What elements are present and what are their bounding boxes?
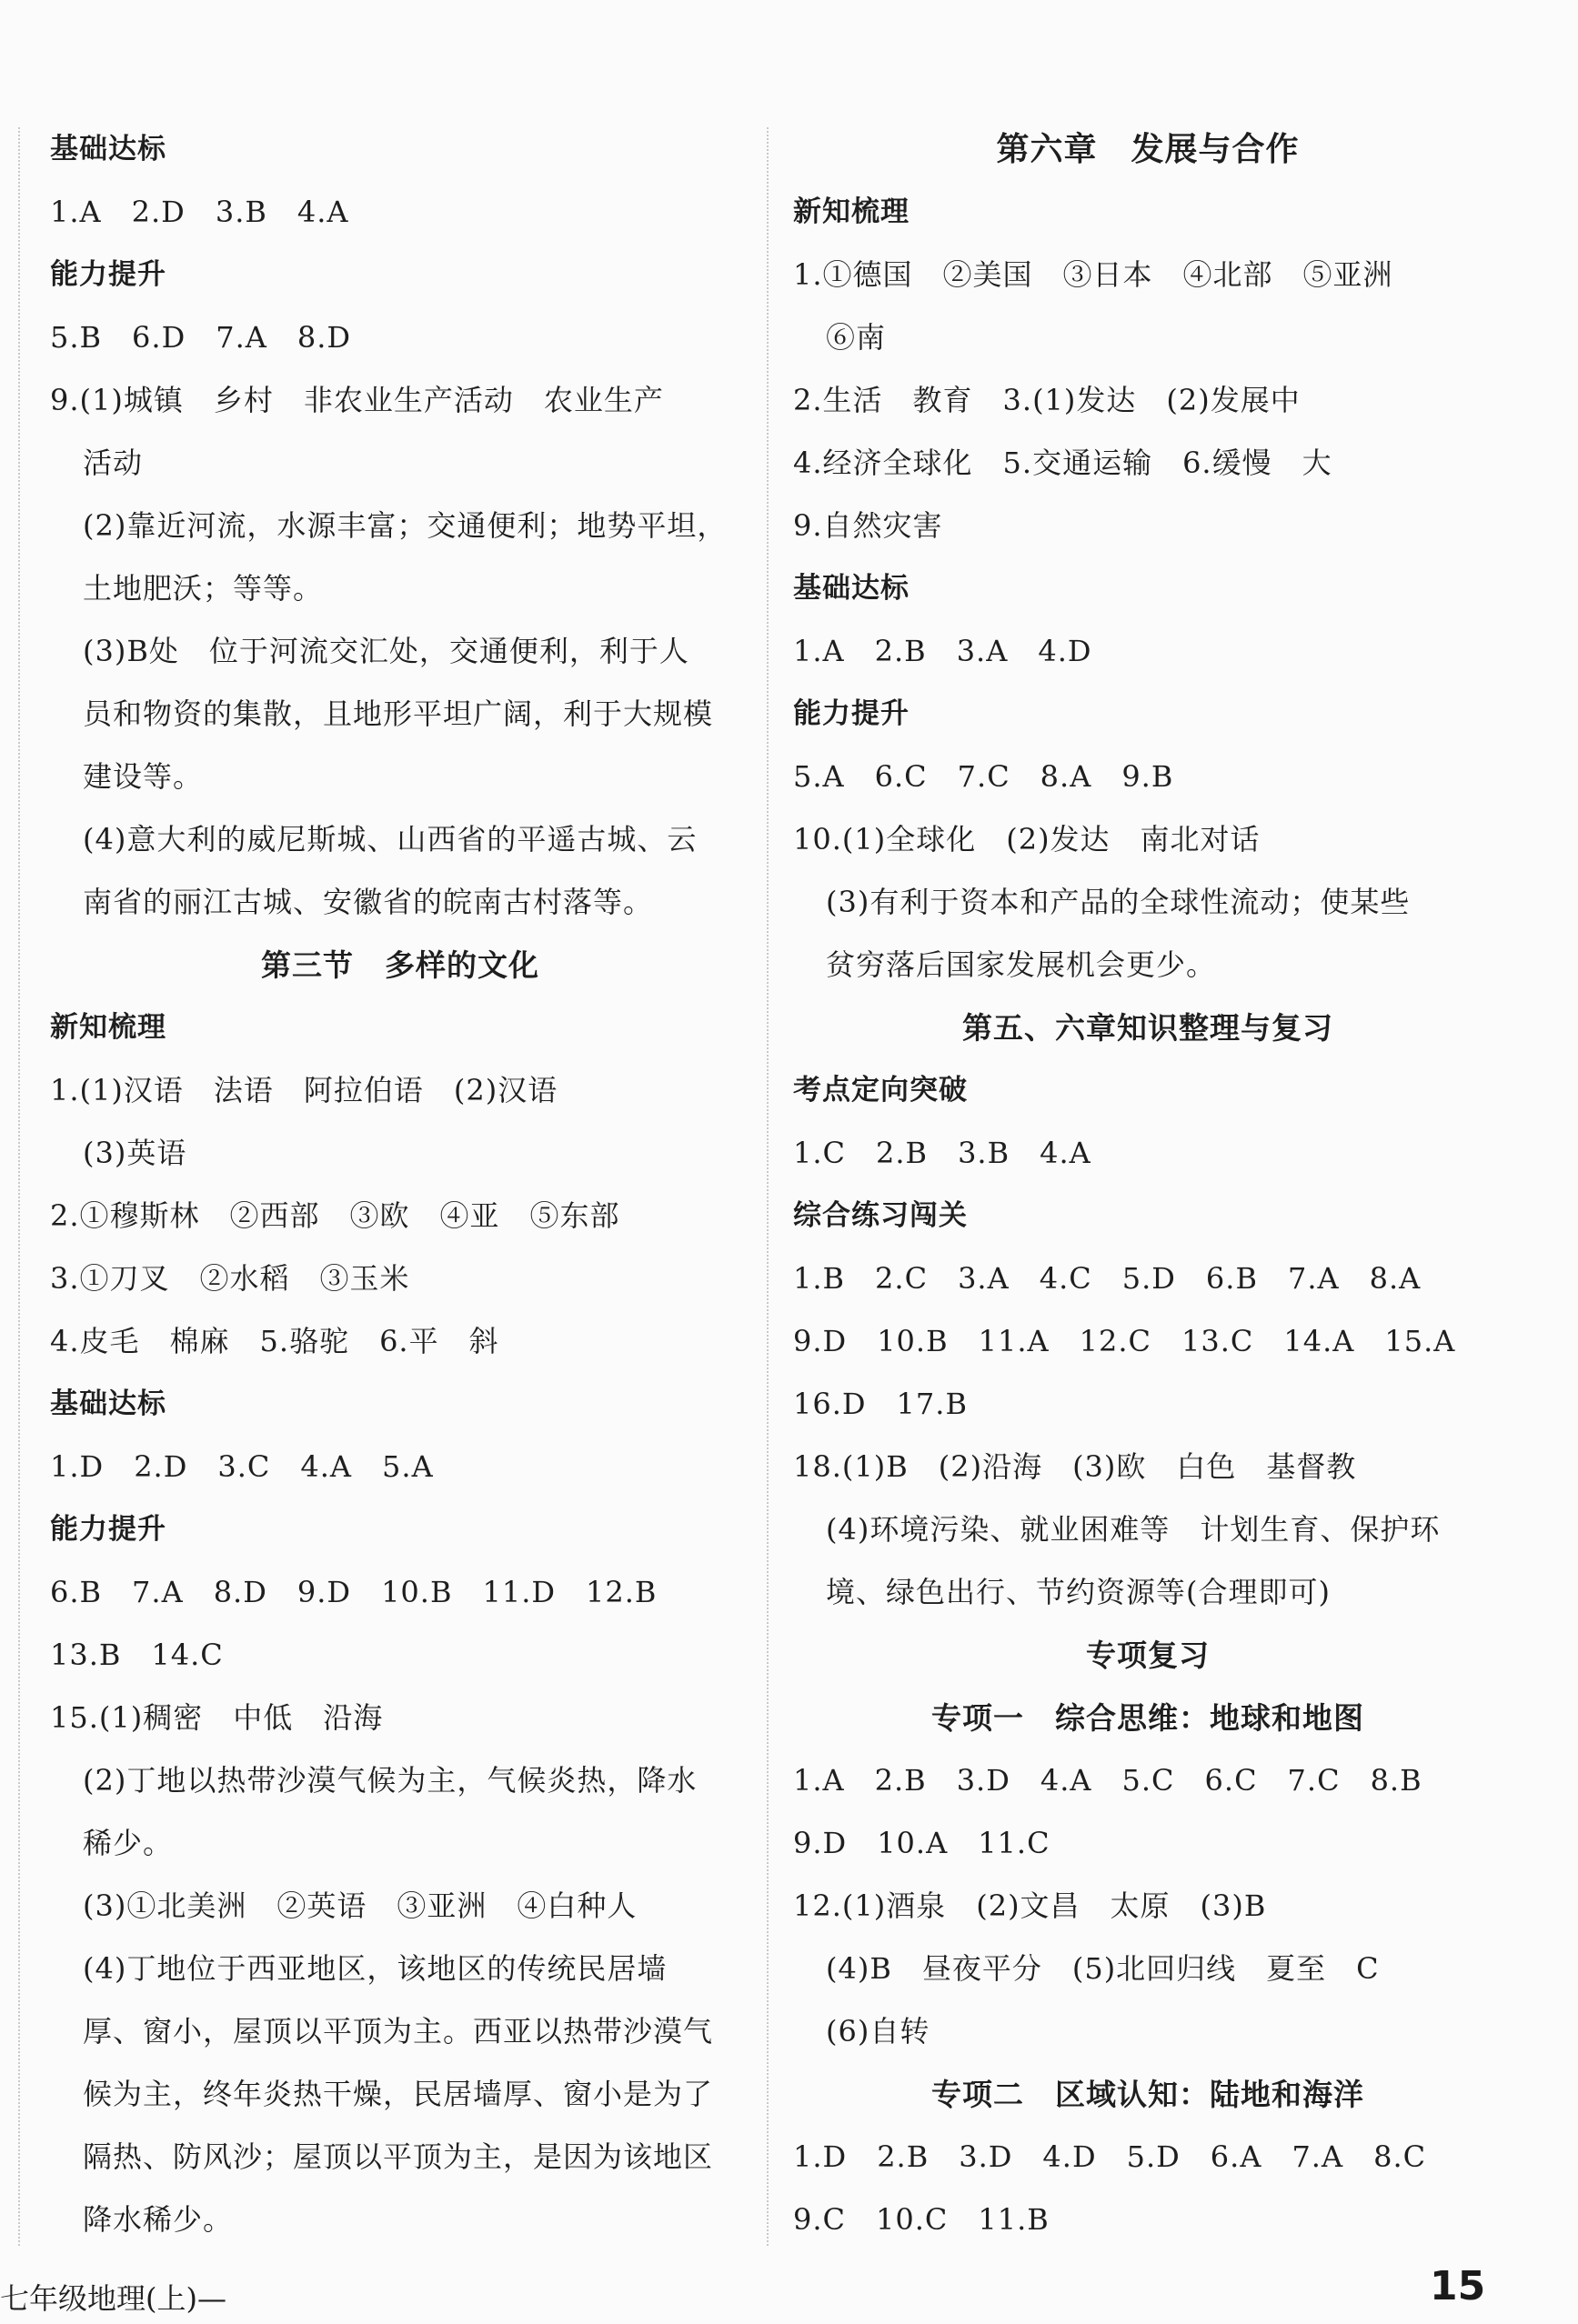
answer-line: 稀少。 — [83, 1826, 174, 1860]
answer-line: (4)丁地位于西亚地区，该地区的传统民居墙 — [83, 1951, 668, 1986]
right-column — [793, 118, 1503, 2251]
answer-line: 贫穷落后国家发展机会更少。 — [826, 947, 1217, 982]
section-title: 专项二 区域认知：陆地和海洋 — [931, 2077, 1364, 2112]
answer-line: (2)靠近河流，水源丰富；交通便利；地势平坦， — [83, 508, 728, 543]
answer-line: 12.(1)酒泉 (2)文昌 太原 (3)B — [793, 1888, 1267, 1923]
answer-line: 16.D 17.B — [793, 1387, 968, 1421]
answer-line: 降水稀少。 — [83, 2202, 234, 2237]
answer-line: 2.①穆斯林 ②西部 ③欧 ④亚 ⑤东部 — [50, 1198, 620, 1233]
answer-line: 6.B 7.A 8.D 9.D 10.B 11.D 12.B — [50, 1575, 658, 1609]
section-heading: 基础达标 — [793, 572, 910, 605]
answer-line: (3)有利于资本和产品的全球性流动；使某些 — [826, 885, 1411, 919]
left-margin-divider — [18, 127, 20, 2246]
answer-line: 1.(1)汉语 法语 阿拉伯语 (2)汉语 — [50, 1073, 558, 1107]
column-divider — [767, 127, 769, 2246]
answer-line: 境、绿色出行、节约资源等(合理即可) — [826, 1575, 1331, 1609]
answer-line: 3.①刀叉 ②水稻 ③玉米 — [50, 1261, 410, 1296]
section-title: 第五、六章知识整理与复习 — [962, 1010, 1333, 1046]
answer-line: 9.自然灾害 — [793, 508, 943, 543]
answer-line: 4.皮毛 棉麻 5.骆驼 6.平 斜 — [50, 1324, 499, 1358]
answer-line: (4)B 昼夜平分 (5)北回归线 夏至 C — [826, 1951, 1380, 1986]
answer-line: ⑥南 — [826, 320, 887, 355]
answer-line: 2.生活 教育 3.(1)发达 (2)发展中 — [793, 383, 1301, 417]
section-title: 第六章 发展与合作 — [996, 131, 1300, 168]
answer-line: 1.C 2.B 3.B 4.A — [793, 1136, 1091, 1170]
answer-line: 活动 — [83, 446, 144, 480]
answer-line: 9.(1)城镇 乡村 非农业生产活动 农业生产 — [50, 383, 664, 417]
answer-line: 5.A 6.C 7.C 8.A 9.B — [793, 759, 1174, 794]
answer-line: 4.经济全球化 5.交通运输 6.缓慢 大 — [793, 446, 1332, 480]
section-heading: 基础达标 — [50, 133, 166, 165]
section-heading: 能力提升 — [50, 1513, 166, 1546]
answer-line: (3)①北美洲 ②英语 ③亚洲 ④白种人 — [83, 1888, 638, 1923]
section-title: 第三节 多样的文化 — [261, 947, 539, 983]
answer-line: 隔热、防风沙；屋顶以平顶为主，是因为该地区 — [83, 2139, 714, 2174]
answer-line: (2)丁地以热带沙漠气候为主，气候炎热，降水 — [83, 1763, 698, 1798]
section-heading: 新知梳理 — [50, 1011, 166, 1044]
answer-line: 9.D 10.B 11.A 12.C 13.C 14.A 15.A — [793, 1324, 1456, 1358]
answer-line: 土地肥沃；等等。 — [83, 571, 324, 606]
answer-line: 南省的丽江古城、安徽省的皖南古村落等。 — [83, 885, 654, 919]
answer-line: (4)环境污染、就业困难等 计划生育、保护环 — [826, 1512, 1441, 1547]
answer-line: 9.D 10.A 11.C — [793, 1826, 1050, 1860]
answer-line: 1.①德国 ②美国 ③日本 ④北部 ⑤亚洲 — [793, 257, 1393, 292]
section-heading: 基础达标 — [50, 1387, 166, 1420]
answer-line: 1.A 2.B 3.A 4.D — [793, 634, 1092, 668]
answer-line: 候为主，终年炎热干燥，民居墙厚、窗小是为了 — [83, 2077, 714, 2111]
section-title: 专项复习 — [1086, 1638, 1210, 1673]
section-heading: 能力提升 — [50, 258, 166, 291]
answer-line: (4)意大利的威尼斯城、山西省的平遥古城、云 — [83, 822, 698, 856]
answer-line: 1.A 2.D 3.B 4.A — [50, 195, 349, 229]
answer-line: 1.B 2.C 3.A 4.C 5.D 6.B 7.A 8.A — [793, 1261, 1422, 1296]
answer-line: 10.(1)全球化 (2)发达 南北对话 — [793, 822, 1261, 856]
answer-line: 员和物资的集散，且地形平坦广阔，利于大规模 — [83, 696, 714, 731]
section-heading: 考点定向突破 — [793, 1074, 968, 1107]
answer-line: 9.C 10.C 11.B — [793, 2202, 1050, 2237]
section-heading: 能力提升 — [793, 697, 910, 730]
answer-line: 13.B 14.C — [50, 1638, 224, 1672]
answer-line: 1.A 2.B 3.D 4.A 5.C 6.C 7.C 8.B — [793, 1763, 1422, 1798]
answer-line: 15.(1)稠密 中低 沿海 — [50, 1700, 384, 1735]
answer-line: 建设等。 — [83, 759, 204, 794]
answer-line: (6)自转 — [826, 2014, 930, 2049]
page-number: 15 — [1430, 2263, 1486, 2309]
answer-line: (3)英语 — [83, 1136, 187, 1170]
section-title: 专项一 综合思维：地球和地图 — [931, 1700, 1364, 1736]
answer-line: 1.D 2.D 3.C 4.A 5.A — [50, 1449, 434, 1484]
footer-book-title: 七年级地理(上)— — [0, 2281, 226, 2316]
answer-line: 厚、窗小，屋顶以平顶为主。西亚以热带沙漠气 — [83, 2014, 714, 2049]
answer-line: 1.D 2.B 3.D 4.D 5.D 6.A 7.A 8.C — [793, 2139, 1427, 2174]
section-heading: 综合练习闯关 — [793, 1199, 968, 1232]
left-column — [50, 118, 750, 2251]
answer-line: 18.(1)B (2)沿海 (3)欧 白色 基督教 — [793, 1449, 1357, 1484]
section-heading: 新知梳理 — [793, 195, 910, 228]
answer-line: 5.B 6.D 7.A 8.D — [50, 320, 352, 355]
answer-line: (3)B处 位于河流交汇处，交通便利，利于人 — [83, 634, 689, 668]
